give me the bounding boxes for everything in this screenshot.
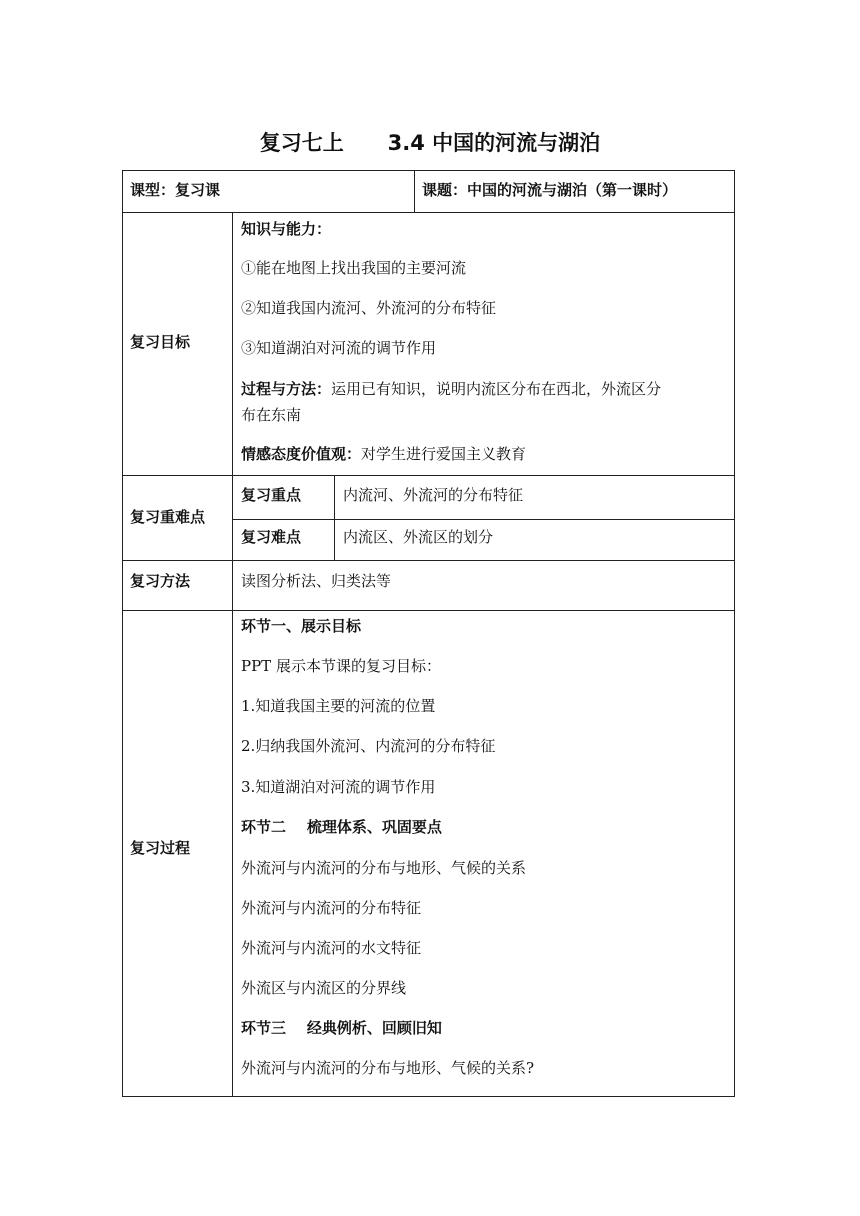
emotion-text: 对学生进行爱国主义教育	[361, 445, 527, 463]
table-border-top	[122, 170, 735, 171]
method-text: 读图分析法、归类法等	[241, 572, 392, 590]
process-method-text-cont: 布在东南	[241, 406, 302, 424]
goals-label: 复习目标	[130, 333, 191, 351]
row-divider	[122, 212, 735, 213]
stage1-heading: 环节一、展示目标	[241, 617, 362, 635]
process-label: 复习过程	[130, 839, 191, 857]
row-divider	[122, 475, 735, 476]
difficulty-text: 内流区、外流区的划分	[343, 528, 494, 546]
key-points-label: 复习重难点	[130, 508, 206, 526]
process-method-heading: 过程与方法：	[241, 380, 332, 398]
lesson-topic-cell: 课题：中国的河流与湖泊（第一课时）	[422, 181, 678, 199]
stage1-item: 3.知道湖泊对河流的调节作用	[241, 778, 436, 796]
stage2-item: 外流区与内流区的分界线	[241, 979, 407, 997]
emotion-heading: 情感态度价值观：	[241, 445, 362, 463]
stage1-item: 2.归纳我国外流河、内流河的分布特征	[241, 737, 496, 755]
knowledge-item: ③知道湖泊对河流的调节作用	[241, 339, 437, 357]
stage2-heading: 环节二 梳理体系、巩固要点	[241, 818, 442, 836]
page-title: 复习七上 3.4 中国的河流与湖泊	[259, 131, 601, 155]
stage2-item: 外流河与内流河的分布特征	[241, 899, 422, 917]
emotion-line	[241, 443, 526, 465]
focus-text: 内流河、外流河的分布特征	[343, 486, 524, 504]
lesson-type-cell: 课型：复习课	[130, 181, 221, 199]
knowledge-item: ②知道我国内流河、外流河的分布特征	[241, 299, 497, 317]
column-divider	[334, 475, 335, 561]
knowledge-item: ①能在地图上找出我国的主要河流	[241, 259, 467, 277]
row-divider	[232, 519, 735, 520]
row-divider	[122, 560, 735, 561]
process-method-text: 运用已有知识，说明内流区分布在西北，外流区分	[331, 380, 662, 398]
column-divider	[232, 212, 233, 1097]
stage1-item: 1.知道我国主要的河流的位置	[241, 697, 436, 715]
table-border-bottom	[122, 1096, 735, 1097]
row-divider	[122, 610, 735, 611]
focus-label: 复习重点	[241, 486, 302, 504]
table-border-left	[122, 170, 123, 1097]
column-divider	[414, 170, 415, 213]
knowledge-heading: 知识与能力：	[241, 220, 332, 238]
method-label: 复习方法	[130, 572, 191, 590]
stage1-intro: PPT 展示本节课的复习目标：	[241, 657, 441, 675]
stage2-item: 外流河与内流河的分布与地形、气候的关系	[241, 859, 527, 877]
stage3-item: 外流河与内流河的分布与地形、气候的关系?	[241, 1059, 535, 1077]
process-method-line	[241, 378, 661, 400]
difficulty-label: 复习难点	[241, 528, 302, 546]
stage2-item: 外流河与内流河的水文特征	[241, 939, 422, 957]
stage3-heading: 环节三 经典例析、回顾旧知	[241, 1019, 442, 1037]
table-border-right	[734, 170, 735, 1097]
